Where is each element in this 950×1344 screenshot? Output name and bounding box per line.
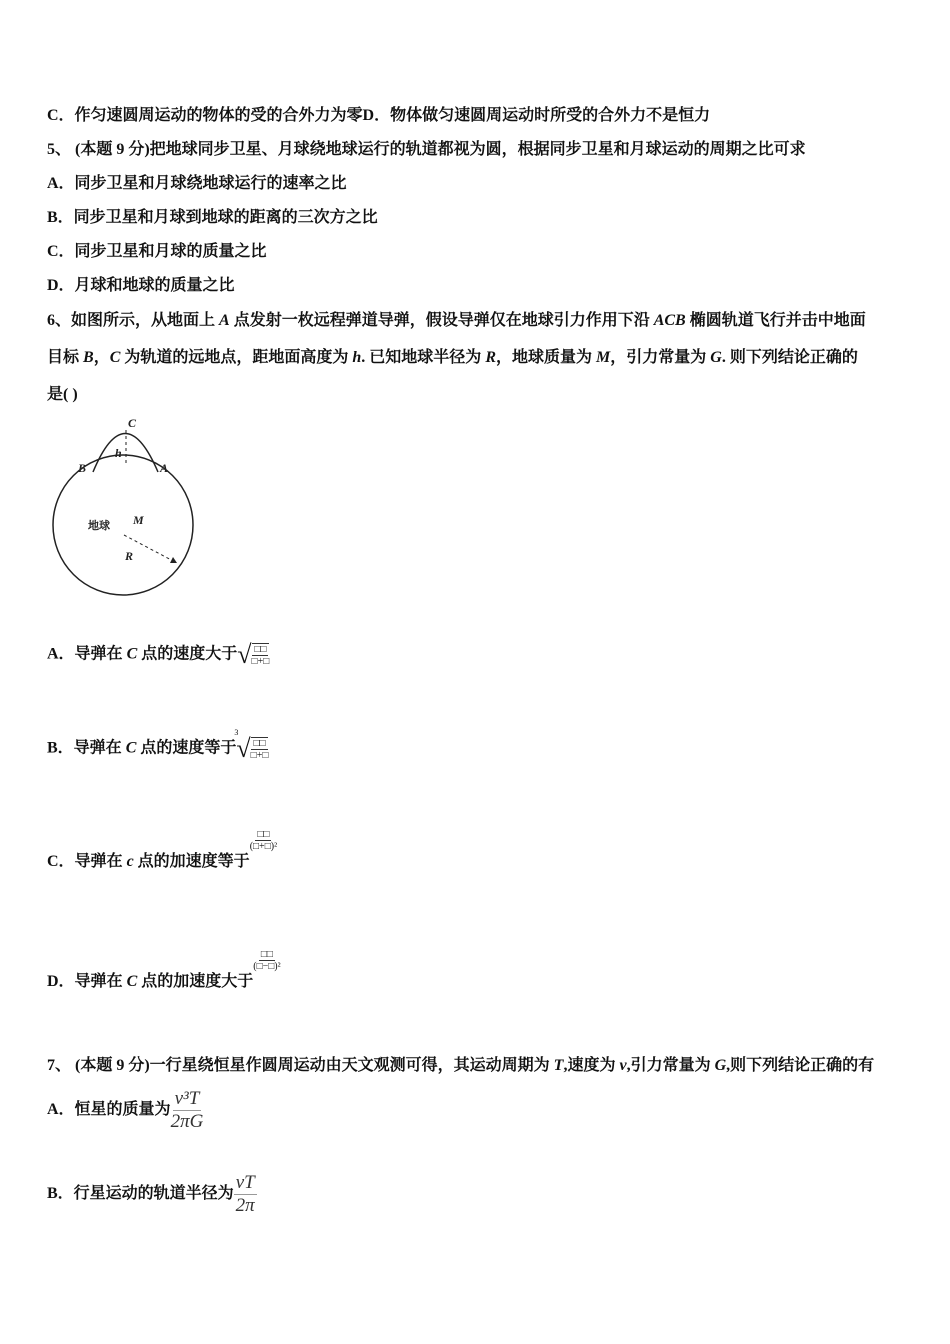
label-earth: 地球 <box>88 520 110 532</box>
t: . 已知地球半径为 <box>361 349 486 366</box>
numerator: □□ <box>260 948 273 960</box>
t: B <box>83 349 94 366</box>
label-b: B <box>78 461 87 475</box>
t: ,引力常量为 <box>626 1057 715 1074</box>
t: 点发射一枚远程弹道导弹，假设导弹仅在地球引力作用下沿 <box>229 312 654 329</box>
numerator: □□ <box>257 828 270 840</box>
label-r: R <box>125 549 134 563</box>
t: ,则下列结论正确的有 <box>726 1057 875 1074</box>
t: 点的加速度等于 <box>133 853 250 870</box>
t: A．恒星的质量为 <box>47 1101 171 1119</box>
q6-option-b <box>47 728 269 764</box>
fraction-formula <box>253 949 280 972</box>
t: 点的速度等于 <box>136 739 237 757</box>
denominator: 2π <box>235 1195 255 1216</box>
t: ACB <box>653 312 686 329</box>
t: C <box>125 739 137 757</box>
earth-orbit-figure <box>40 410 210 600</box>
t: A <box>219 312 230 329</box>
t: G <box>714 1057 727 1074</box>
t: D．导弹在 <box>47 973 127 990</box>
t: h <box>352 349 362 366</box>
t: B．行星运动的轨道半径为 <box>47 1185 234 1203</box>
q7-option-a <box>47 1088 203 1133</box>
t: B．导弹在 <box>47 739 126 757</box>
earth-circle <box>53 455 193 595</box>
q6-stem-line1 <box>47 307 866 330</box>
t: T <box>553 1057 564 1074</box>
orbit-arc <box>93 434 158 473</box>
t: C <box>126 973 138 990</box>
label-c: C <box>128 416 137 430</box>
label-a: A <box>160 461 169 475</box>
t: . 则下列结论正确的 <box>721 349 858 366</box>
t: ， <box>93 349 110 366</box>
numerator: □□ <box>253 738 266 749</box>
t: 椭圆轨道飞行并击中地面 <box>685 312 866 329</box>
cube-root-formula: 3 √ $\frac{□□}{□+□}$ <box>234 728 269 763</box>
q6-option-d <box>47 948 281 994</box>
q5-stem: 5、 (本题 9 分)把地球同步卫星、月球绕地球运行的轨道都视为圆，根据同步卫星和月球运动的周期之比可求 <box>47 141 806 158</box>
fraction-formula <box>250 829 277 852</box>
q5-option-b: B．同步卫星和月球到地球的距离的三次方之比 <box>47 209 378 226</box>
t: 7、 (本题 9 分)一行星绕恒星作圆周运动由天文观测可得，其运动周期为 <box>47 1057 554 1074</box>
t: 目标 <box>47 349 84 366</box>
denominator: (□−□)² <box>253 960 281 972</box>
t: ,速度为 <box>563 1057 620 1074</box>
q7-option-b <box>47 1172 257 1217</box>
t: G <box>710 349 722 366</box>
denominator: □+□ <box>251 656 270 667</box>
denominator: □+□ <box>250 750 269 761</box>
t: 为轨道的远地点，距地面高度为 <box>120 349 353 366</box>
sqrt-formula: √ $\frac{□□}{□+□}$ <box>237 640 270 669</box>
q7-stem <box>47 1052 874 1075</box>
t: R <box>485 349 496 366</box>
t: 6、如图所示，从地面上 <box>47 312 216 329</box>
label-h: h <box>115 446 122 460</box>
radius-formula <box>234 1172 257 1217</box>
t: A．导弹在 <box>47 645 127 663</box>
numerator: vT <box>235 1172 255 1193</box>
mass-formula <box>171 1088 204 1133</box>
q6-stem-line3: 是( ) <box>47 386 78 403</box>
t: ，引力常量为 <box>610 349 711 366</box>
label-m: M <box>133 513 144 527</box>
t: 点的加速度大于 <box>137 973 254 990</box>
q5-option-a: A．同步卫星和月球绕地球运行的速率之比 <box>47 175 347 192</box>
t: v <box>619 1057 627 1074</box>
q6-option-a <box>47 640 269 670</box>
t: C．导弹在 <box>47 853 127 870</box>
t: c <box>126 853 134 870</box>
root-index: 3 <box>234 728 239 737</box>
denominator: 2πG <box>170 1111 204 1132</box>
denominator: (□+□)² <box>249 840 278 852</box>
t: 点的速度大于 <box>137 645 238 663</box>
q4-option-cd: C．作匀速圆周运动的物体的受的合外力为零D．物体做匀速圆周运动时所受的合外力不是恒力 <box>47 107 711 124</box>
arrow-head <box>170 557 177 563</box>
t: M <box>596 349 611 366</box>
t: C <box>126 645 138 663</box>
numerator: □□ <box>254 644 267 655</box>
q6-option-c <box>47 828 278 874</box>
numerator: v³T <box>174 1088 200 1109</box>
q6-stem-line2 <box>47 344 858 367</box>
q5-option-d: D．月球和地球的质量之比 <box>47 277 235 294</box>
t: ，地球质量为 <box>495 349 596 366</box>
t: C <box>109 349 121 366</box>
q5-option-c: C．同步卫星和月球的质量之比 <box>47 243 267 260</box>
